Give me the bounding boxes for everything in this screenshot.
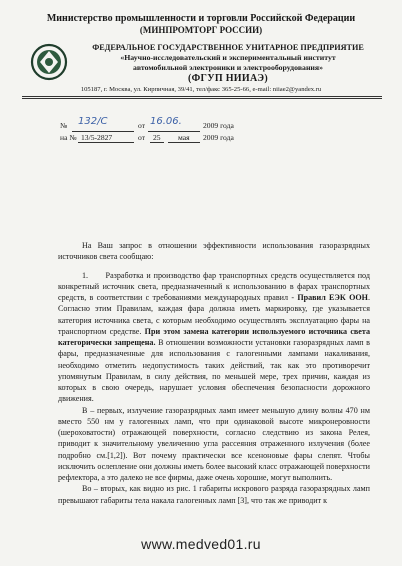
paragraph-1	[58, 270, 370, 405]
reply-month-underline	[168, 142, 200, 143]
reply-day: 25	[153, 133, 161, 142]
org-abbreviation: (ФГУП НИИАЭ)	[188, 73, 268, 84]
paragraph-1-part-e: В отношении возможности установки газоразрядных ламп в фары, предназначенные для использования с галогенными лампами накаливания, необходимо отметить недопустимость таких действий, так как это противоречит упомянутым Правилам, в силу действия, по меньшей мере, трех причин, каждая из которых в свою очередь, нарушает условия обеспечения безопасности дорожного движения.	[58, 338, 370, 404]
ref-number-prefix: №	[60, 121, 68, 130]
ministry-title: Министерство промышленности и торговли Российской Федерации	[46, 13, 356, 24]
paragraph-1-prohibition: При этом замена категории используемого источника света категорически запрещена.	[58, 326, 370, 347]
reply-month: мая	[178, 133, 190, 142]
reply-from-label: от	[138, 133, 146, 142]
ministry-abbreviation: (МИНПРОМТОРГ РОССИИ)	[139, 25, 263, 35]
org-name-line2: автомобильной электроники и электрооборудования»	[132, 63, 324, 72]
header-rule	[22, 96, 382, 97]
paragraph-3: Во – вторых, как видно из рис. 1 габариты искрового разряда газоразрядных ламп превышают габариты тела накала галогенных ламп [3], что так же приводит к	[58, 484, 370, 505]
reply-number: 13/5-2827	[81, 133, 113, 142]
org-name-line1: «Научно-исследовательский и экспериментальный институт	[120, 53, 336, 62]
intro-paragraph: На Ваш запрос в отношении эффективности использования газоразрядных источников света сообщаю:	[58, 241, 370, 262]
paragraph-2: В – первых, излучение газоразрядных ламп имеет меньшую длину волны 470 нм вместо 550 нм у галогенных ламп, что при одинаковой высоте микронеровности (шероховатости) отражающей поверхности, согласно следствию из закона Релея, приводит к значительному увеличению угла рассеяния отраженного излучения (более подробно см.[1,2]). Вот почему практически все ксеноновые фары слепят. Чтобы исключить ослепление они должны иметь более высокий класс отражающей поверхности рефлектора, а это далеко не все фирмы, даже очень хорошие, могут выполнить.	[58, 405, 370, 482]
paragraph-1-part-a: 1. Разработка и производство фар транспортных средств осуществляется под конкретный источник света, предназначенный к использованию в фарах транспортных средств, в соответствии с требованиями международных правил -	[58, 270, 370, 302]
org-type: ФЕДЕРАЛЬНОЕ ГОСУДАРСТВЕННОЕ УНИТАРНОЕ ПРЕДПРИЯТИЕ	[92, 43, 364, 52]
reply-day-underline	[150, 142, 164, 143]
institute-logo	[30, 42, 68, 82]
header-rule-thin	[22, 98, 382, 99]
letter-body	[58, 240, 370, 506]
reply-number-underline	[78, 142, 134, 143]
ref-from-label: от	[138, 121, 146, 130]
reply-prefix: на №	[60, 133, 77, 142]
ref-number-handwritten: 132/С	[78, 116, 108, 127]
paragraph-1-part-c: . Согласно этим Правилам, каждая фара должна иметь маркировку, где указывается категория источника света, с которым необходимо осуществлять эксплуатацию фары на транспортном средстве.	[58, 293, 371, 336]
ref-date-handwritten: 16.06.	[150, 116, 182, 127]
reply-year: 2009 года	[203, 133, 234, 142]
ref-date-underline	[148, 131, 200, 132]
paragraph-1-rules: Правил ЕЭК ООН	[297, 293, 368, 302]
org-address: 105187, г. Москва, ул. Кирпичная, 39/41, тел/факс 365-25-66, e-mail: niiae2@yandex.ru	[80, 86, 322, 93]
ref-year: 2009 года	[203, 121, 234, 130]
ref-number-underline	[72, 131, 134, 132]
watermark: www.medved01.ru	[141, 536, 261, 552]
